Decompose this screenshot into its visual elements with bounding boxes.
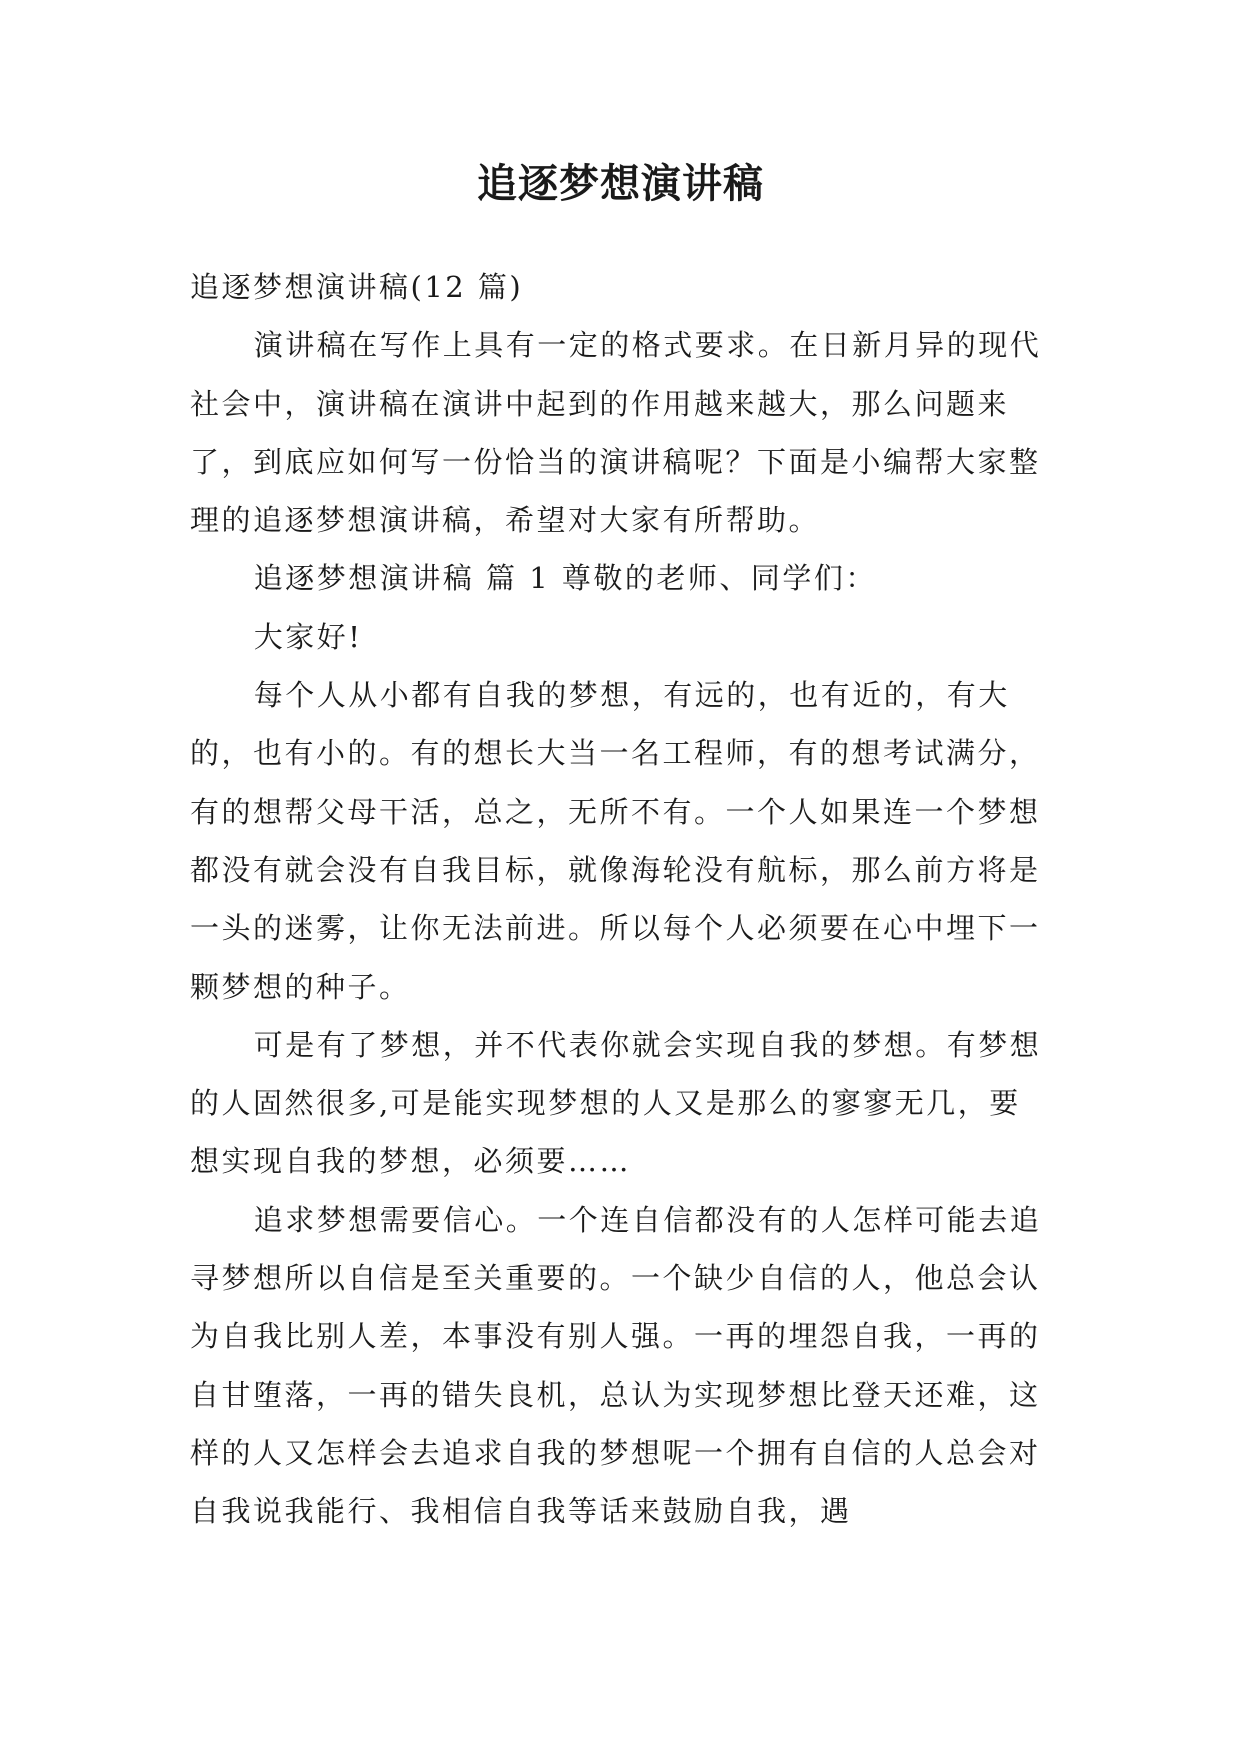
paragraph-greeting: 大家好! <box>253 619 363 654</box>
document-subtitle: 追逐梦想演讲稿(12 篇) <box>190 270 524 304</box>
paragraph-realize: 可是有了梦想，并不代表你就会实现自我的梦想。有梦想的人固然很多,可是能实现梦想的人又是那么的寥寥无几，要想实现自我的梦想，必须要…… <box>190 1027 1042 1179</box>
paragraph-confidence: 追求梦想需要信心。一个连自信都没有的人怎样可能去追寻梦想所以自信是至关重要的。一个缺少自信的人，他总会认为自我比别人差，本事没有别人强。一再的埋怨自我，一再的自甘堕落，一再的错失良机，总认为实现梦想比登天还难，这样的人又怎样会去追求自我的梦想呢一个拥有自信的人总会对自我说我能行、我相信自我等话来鼓励自我，遇 <box>190 1202 1042 1529</box>
paragraph-heading: 追逐梦想演讲稿 篇 1 尊敬的老师、同学们： <box>253 561 877 596</box>
paragraph-dreams: 每个人从小都有自我的梦想，有远的，也有近的，有大的，也有小的。有的想长大当一名工程师，有的想考试满分，有的想帮父母干活，总之，无所不有。一个人如果连一个梦想都没有就会没有自我目标，就像海轮没有航标，那么前方将是一头的迷雾，让你无法前进。所以每个人必须要在心中埋下一颗梦想的种子。 <box>190 678 1041 1004</box>
document-body <box>190 258 1050 1541</box>
paragraph-intro: 演讲稿在写作上具有一定的格式要求。在日新月异的现代社会中，演讲稿在演讲中起到的作用越来越大，那么问题来了，到底应如何写一份恰当的演讲稿呢？下面是小编帮大家整理的追逐梦想演讲稿，希望对大家有所帮助。 <box>190 328 1042 538</box>
document-title: 追逐梦想演讲稿 <box>477 161 764 207</box>
